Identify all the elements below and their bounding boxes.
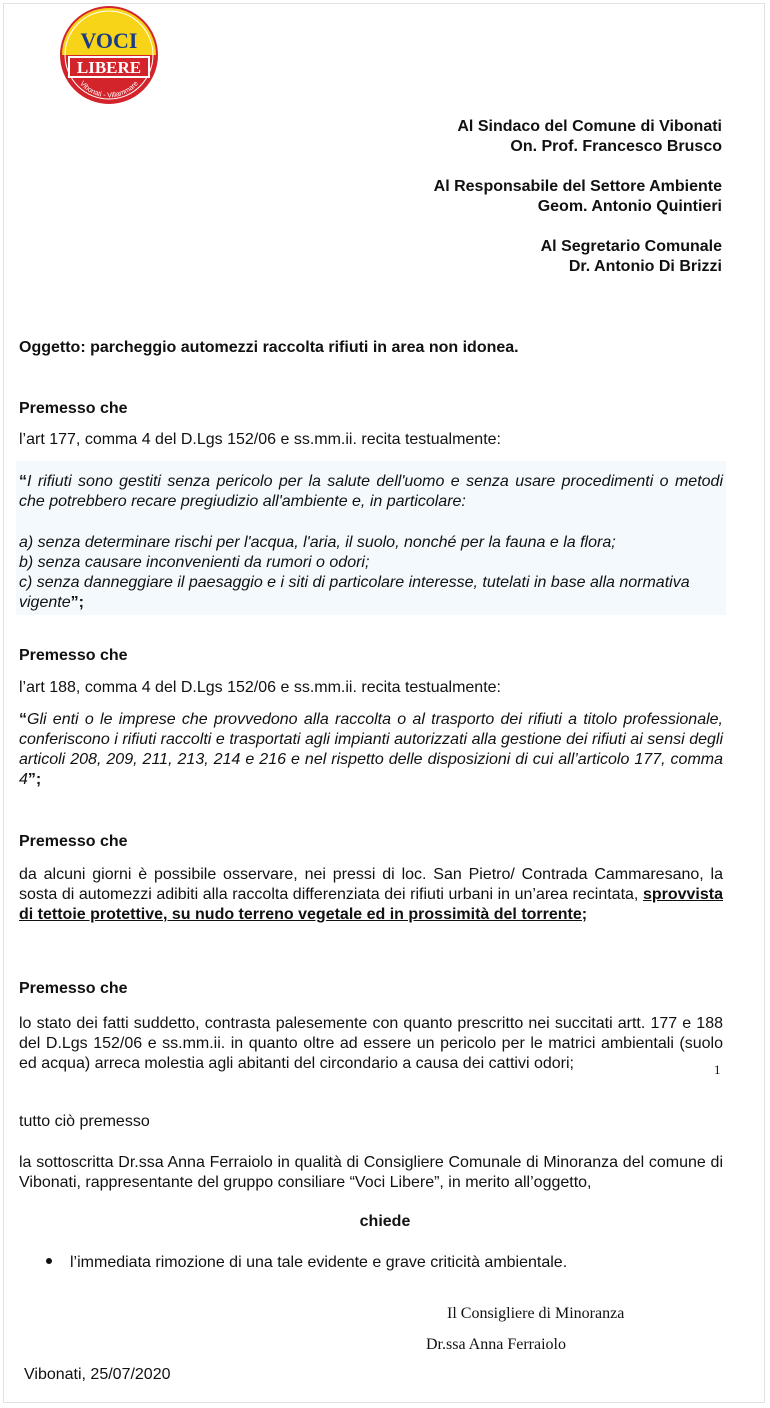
logo-top-text: VOCI [80,28,138,53]
voci-libere-logo [58,4,160,106]
recipient-line: Al Responsabile del Settore Ambiente [433,178,722,195]
signatory-paragraph: la sottoscritta Dr.ssa Anna Ferraiolo in qualità di Consigliere Comunale di Minoranza del comune di Vibonati, rappresentante del gruppo consiliare “Voci Libere”, in merito all’oggetto, [19,1154,723,1191]
recipient-line: Dr. Antonio Di Brizzi [568,258,722,275]
quote-text: Gli enti o le imprese che provvedono alla raccolta o al trasporto dei rifiuti a titolo professionale, conferiscono i rifiuti raccolti e trasportati agli impianti autorizzati alla gestione dei rifiuti ai sensi degli articoli 208, 209, 211, 213, 214 e 216 e nel rispetto delle disposizioni di cui all’articolo 177, comma 4 [19,711,723,788]
premise-heading: Premesso che [19,980,128,997]
recipient-line: On. Prof. Francesco Brusco [510,138,722,155]
page-number: 1 [714,1062,721,1077]
premise3-text [19,865,723,925]
signature-name: Dr.ssa Anna Ferraiolo [426,1336,566,1353]
place-date: Vibonati, 25/07/2020 [24,1366,171,1383]
premise1-intro: l’art 177, comma 4 del D.Lgs 152/06 e ss.mm.ii. recita testualmente: [19,431,501,448]
recipient-line: Al Sindaco del Comune di Vibonati [457,118,722,135]
premised-line: tutto ciò premesso [19,1113,150,1130]
request-heading: chiede [359,1213,411,1230]
recipient-mayor [457,117,722,157]
quote-item-b: b) senza causare inconvenienti da rumori o odori; [19,554,370,571]
quote-open-mark: “ [19,711,27,728]
request-item: l’immediata rimozione di una tale evidente e grave criticità ambientale. [70,1254,568,1271]
bullet-icon [46,1258,52,1264]
premise-heading: Premesso che [19,400,128,417]
quote-item-c: c) senza danneggiare il paesaggio e i siti di particolare interesse, tutelati in base alla normativa vigente [19,574,690,611]
quote-item-a: a) senza determinare rischi per l'acqua, l'aria, il suolo, nonché per la fauna e la flora; [19,534,616,551]
premise4-text: lo stato dei fatti suddetto, contrasta palesemente con quanto prescritto nei succitati artt. 177 e 188 del D.Lgs 152/06 e ss.mm.ii. in quanto oltre ad essere un pericolo per le matrici ambientali (suolo ed acqua) arreca molestia agli abitanti del circondario a causa dei cattivi odori; [19,1015,723,1072]
recipient-line: Al Segretario Comunale [540,238,722,255]
premise2-intro: l’art 188, comma 4 del D.Lgs 152/06 e ss.mm.ii. recita testualmente: [19,679,501,696]
quote-close-mark: ”; [70,594,84,611]
premise3-body: da alcuni giorni è possibile osservare, nei pressi di loc. San Pietro/ Contrada Cammaresano, la sosta di automezzi adibiti alla raccolta differenziata dei rifiuti urbani in un’area recintata, [19,866,723,903]
premise2-quote [19,710,723,790]
logo-ring-text: Vibonati - Villammare [78,80,140,100]
quote-open-mark: “ [19,473,27,490]
quote-close-mark: ”; [27,771,42,788]
signature-title: Il Consigliere di Minoranza [447,1305,625,1322]
premise-heading: Premesso che [19,647,128,664]
recipient-environment [434,177,722,217]
premise3-underlined: sprovvista di tettoie protettive, su nudo terreno vegetale ed in prossimità del torrente; [19,886,723,923]
premise-heading: Premesso che [19,833,128,850]
premise1-items [19,533,723,613]
subject-line: Oggetto: parcheggio automezzi raccolta rifiuti in area non idonea. [19,339,519,356]
recipient-secretary [541,237,722,277]
recipient-line: Geom. Antonio Quintieri [537,198,722,215]
logo-bottom-text: LIBERE [76,58,142,77]
premise1-quote [19,472,723,512]
quote-text: I rifiuti sono gestiti senza pericolo per la salute dell'uomo e senza usare procedimenti o metodi che potrebbero recare pregiudizio all'ambiente e, in particolare: [19,473,723,510]
